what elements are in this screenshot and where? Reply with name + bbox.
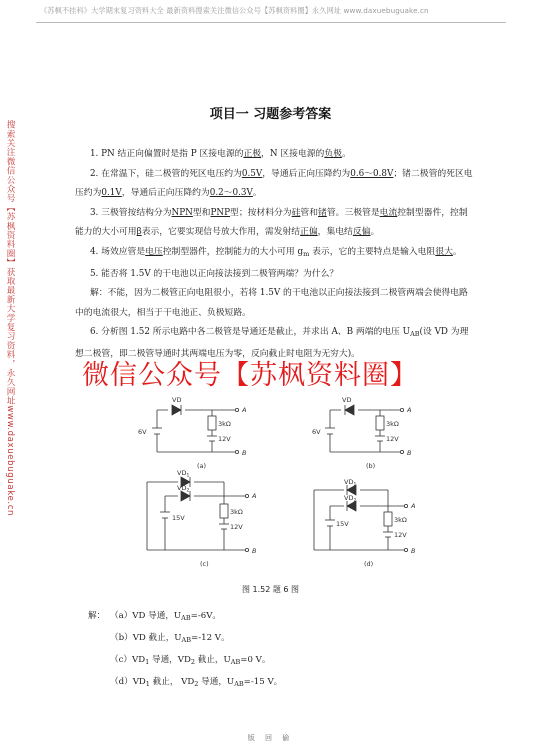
question-3: 3. 三极管按结构分为NPN型和PNP型；按材料分为硅管和锗管。三极管是电流控制型器件，控制能力的大小可用β表示，它要实现信号放大作用，需发射结正偏，集电结反偏。 — [75, 207, 468, 238]
figure-caption: 图 1.52 题 6 图 — [241, 585, 300, 594]
question-6: 6. 分析图 1.52 所示电路中各二极管是导通还是截止，并求出 A、B 两端的电压 $U_{AB}$(设 VD 为理想二极管，即二极管导通时其两端电压为零，反向截止时电阻为无穷大)。 — [75, 327, 469, 359]
answer-blank: 正偏 — [300, 227, 318, 238]
label-voltage: 12V — [230, 523, 243, 531]
label-vd2: $VD_2$ — [344, 494, 357, 504]
label-vd1: $VD_1$ — [344, 478, 357, 488]
label-source: 15V — [172, 514, 185, 522]
terminal-a: A — [407, 406, 412, 414]
label-vd2: $VD_2$ — [177, 484, 190, 494]
terminal-b: B — [411, 547, 416, 555]
label-voltage: 12V — [386, 435, 399, 443]
answer-blank: 0.1V — [101, 188, 122, 199]
page-header: 《苏枫不挂科》大学期末复习资料大全 最新资料搜索关注微信公众号【苏枫资料圈】永久网址 www.daxuebuguake.cn — [40, 6, 429, 15]
answer-row: $(c)VD_1$ 导通，$VD_2$ 截止，$U_{AB}=0$ V。 — [110, 655, 271, 666]
subfig-label-a: (a) — [197, 462, 207, 470]
answer-blank: PNP — [210, 207, 231, 218]
label-source: 6V — [312, 428, 321, 436]
question-4: 4. 场效应管是电压控制型器件，控制能力的大小可用 $g_m$ 表示，它的主要特点是输入电阻很大。 — [89, 246, 462, 258]
circuit-b — [325, 405, 404, 454]
answer-row: （b）VD 截止，$U_{AB}=-12$ V。 — [110, 633, 230, 644]
answer-blank: NPN — [171, 207, 193, 218]
answer-blank: 电流 — [379, 207, 398, 218]
side-watermark-text: 搜索关注微信公众号【苏枫资料圈】获取最新大学复习资料，永久网址www.daxuebuguake.cn — [5, 120, 15, 517]
question-2: 2. 在常温下，硅二极管的死区电压约为0.5V，导通后正向压降约为0.6～0.8V；锗二极管的死区电压约为0.1V，导通后正向压降约为0.2～0.3V。 — [75, 168, 473, 199]
answer-blank: β — [136, 227, 142, 238]
answer-blank: 0.5V — [241, 168, 263, 179]
answer-blank: 反偏 — [352, 227, 371, 238]
subfig-label-c: (c) — [200, 560, 209, 568]
label-voltage: 12V — [394, 531, 407, 539]
answer-blank: 0.2～0.3V — [209, 188, 253, 199]
answer-blank: 电压 — [145, 246, 163, 257]
answer-row: $(d)VD_1$ 截止， $VD_2$ 导通，$U_{AB}=-15$ V。 — [110, 677, 283, 688]
answer-blank: 很大 — [435, 246, 453, 257]
terminal-a: A — [411, 502, 416, 510]
page-title: 项目一 习题参考答案 — [209, 107, 332, 122]
label-resistor: 3kΩ — [394, 516, 407, 524]
terminal-b: B — [242, 449, 247, 457]
subfig-label-d: (d) — [364, 560, 374, 568]
subfig-label-b: (b) — [366, 462, 376, 470]
circuit-a — [152, 405, 239, 454]
label-vd: VD — [172, 396, 182, 404]
terminal-b: B — [407, 449, 412, 457]
terminal-a: A — [252, 492, 257, 500]
answer-blank: 锗 — [318, 207, 327, 218]
answer-row: 解： （a）VD 导通，$U_{AB}=-6V$。 — [88, 611, 222, 622]
label-vd1: $VD_1$ — [177, 469, 190, 479]
terminal-b: B — [252, 547, 257, 555]
answer-blank: 正极 — [243, 149, 262, 159]
answer-6 — [88, 606, 448, 694]
label-vd: VD — [342, 396, 352, 404]
label-voltage: 12V — [218, 435, 231, 443]
answer-blank: 负极 — [324, 149, 342, 159]
answer-5: 解：不能，因为二极管正向电阻很小，若将 1.5V 的干电池以正向接法接到二极管两端会使得电路中的电流很大，相当于干电池正、负极短路。 — [75, 288, 468, 318]
label-resistor: 3kΩ — [218, 420, 231, 428]
answer-blank: 0.6～0.8V — [350, 168, 394, 179]
wechat-watermark: 微信公众号【苏枫资料圈】 — [82, 360, 418, 391]
terminal-a: A — [242, 406, 247, 414]
question-5: 5. 能否将 1.5V 的干电池以正向接法接到二极管两端？为什么？ — [89, 268, 339, 279]
label-resistor: 3kΩ — [230, 508, 243, 516]
label-resistor: 3kΩ — [386, 420, 399, 428]
label-source: 6V — [138, 428, 147, 436]
label-source: 15V — [336, 520, 349, 528]
page-footer: 版 回 偷 — [247, 734, 294, 742]
answer-blank: 硅 — [291, 207, 301, 218]
question-1: 1. PN 结正向偏置时是指 P 区接电源的正极，N 区接电源的负极。 — [89, 149, 351, 159]
